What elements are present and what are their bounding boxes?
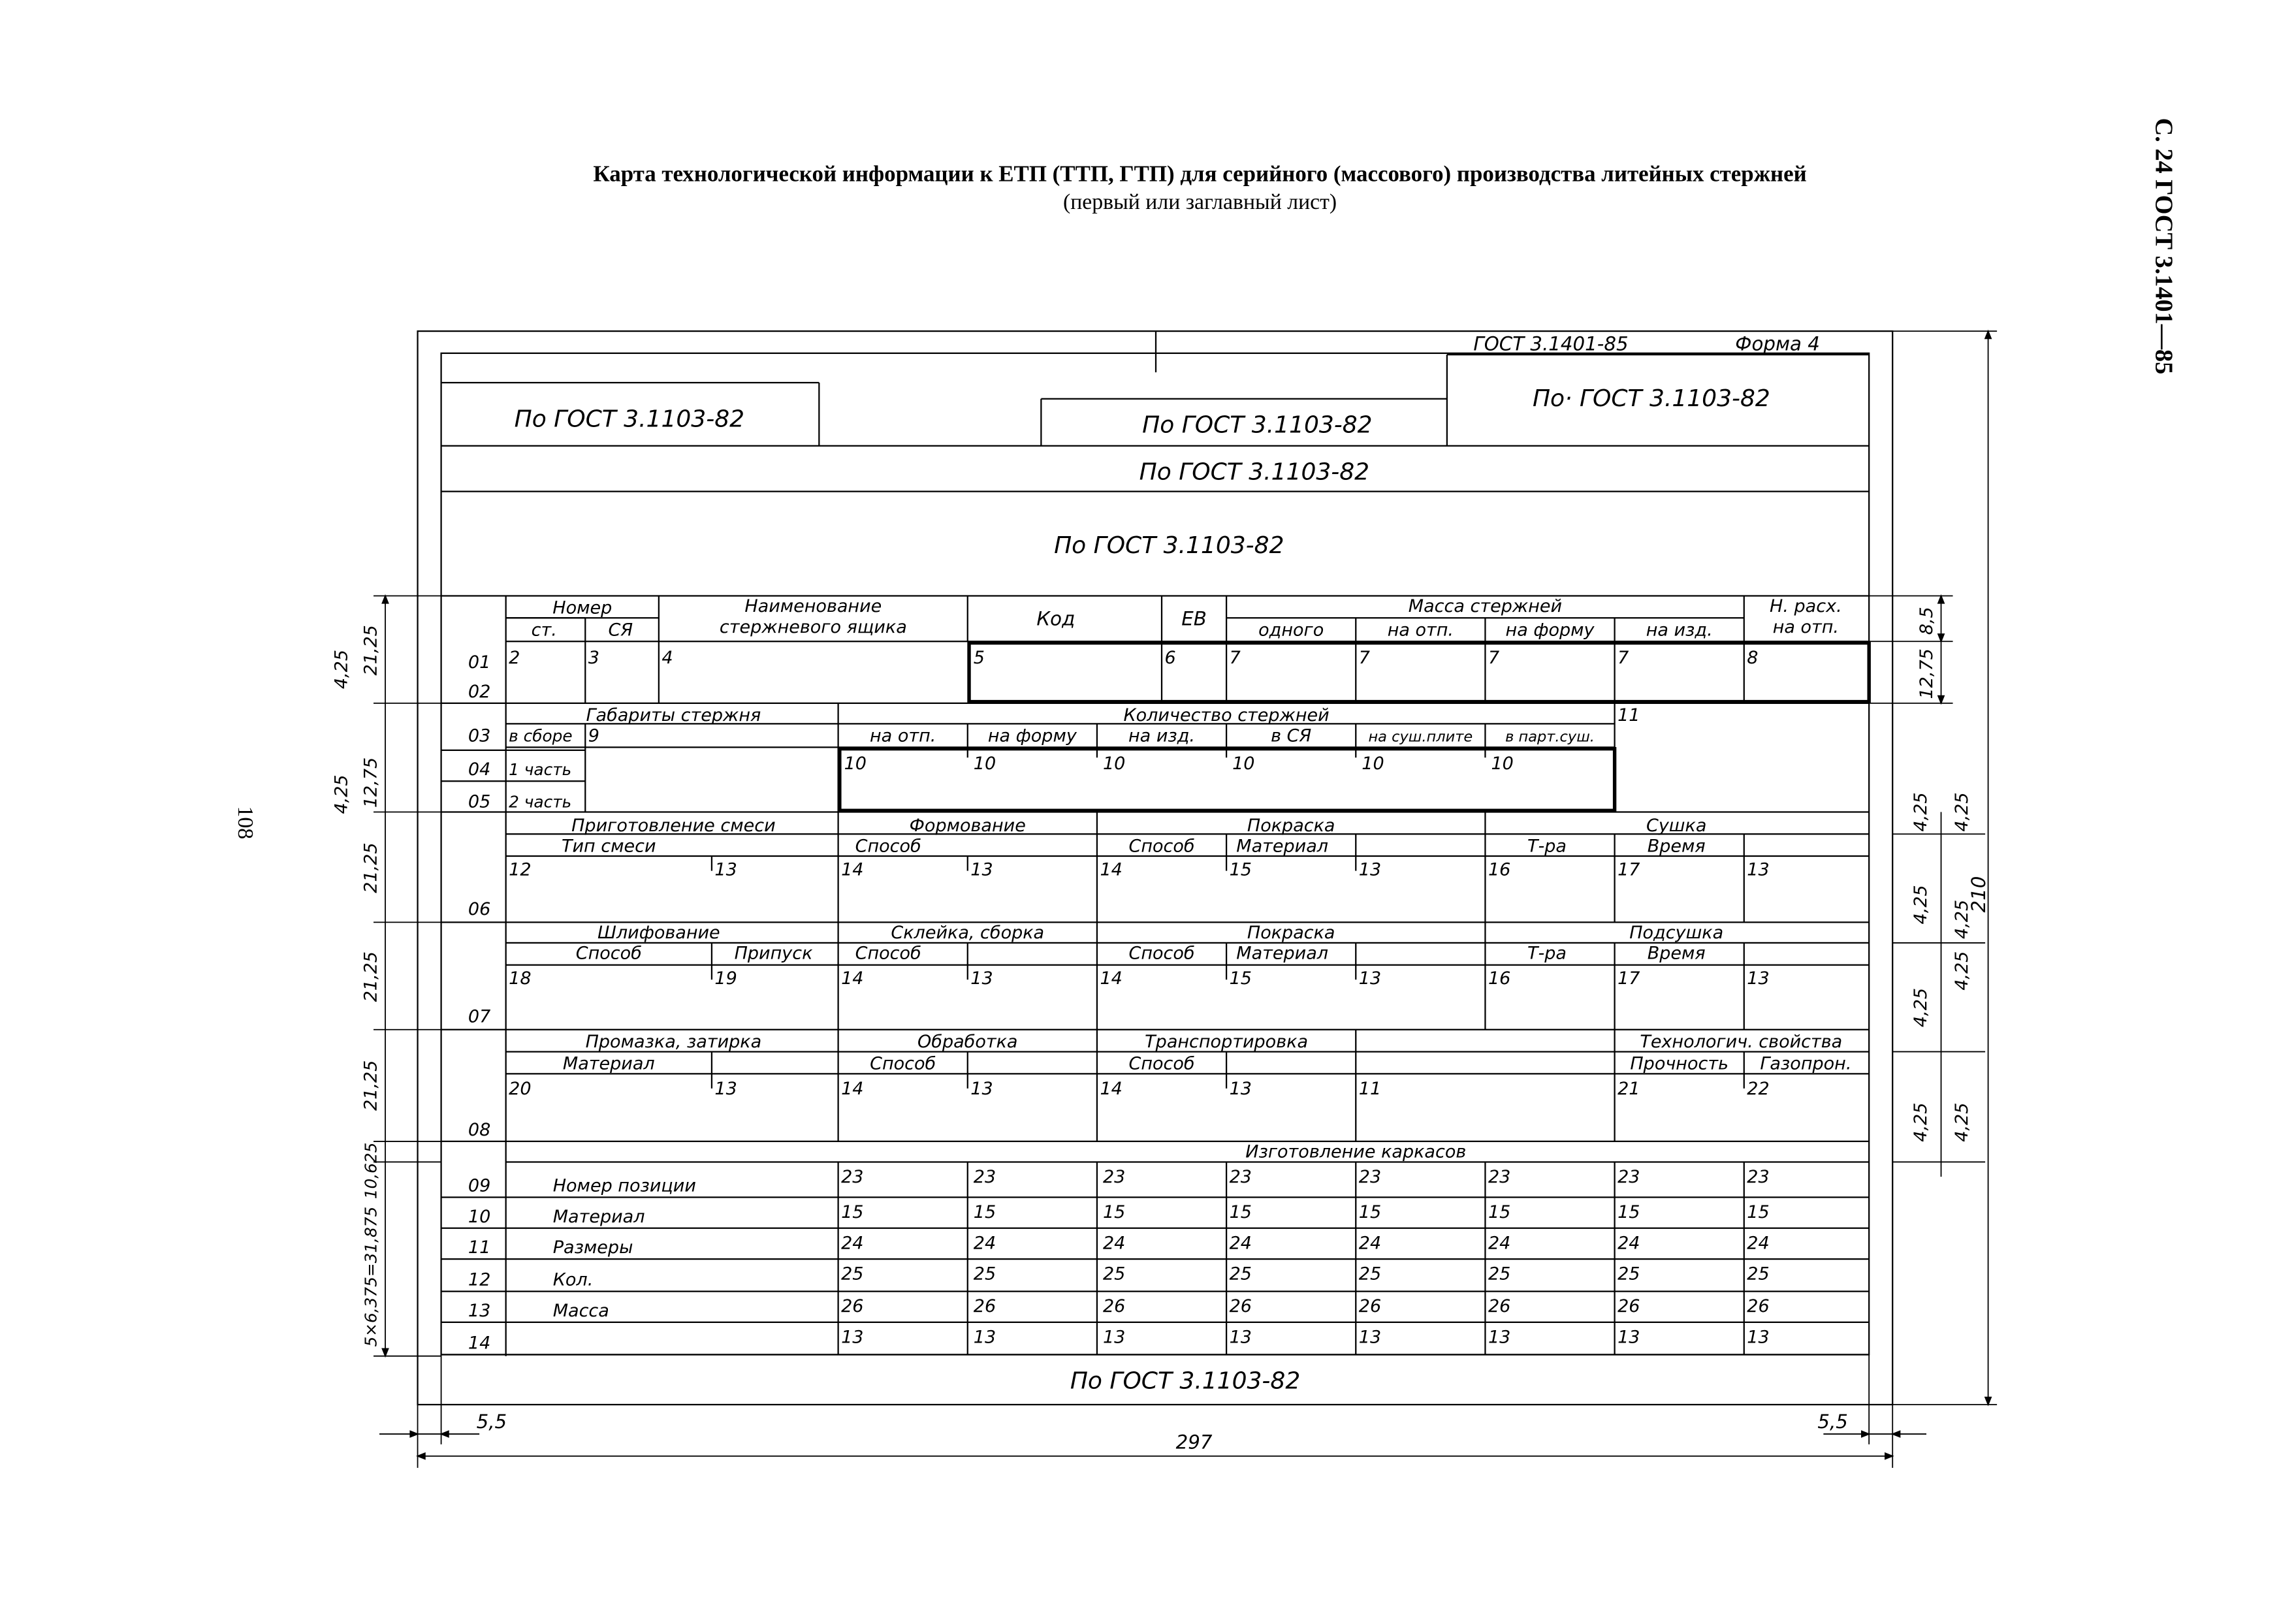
label: на отп.: [870, 725, 936, 746]
row-no-02: 02: [468, 681, 491, 702]
cell-code: 24: [1102, 1233, 1126, 1254]
label-izgot: Изготовление каркасов: [1245, 1141, 1467, 1162]
ref-big: По ГОСТ 3.1103-82: [1054, 532, 1284, 560]
ref-bottom: По ГОСТ 3.1103-82: [1070, 1367, 1301, 1395]
cell-code: 14: [1100, 968, 1123, 989]
cell-code: 15: [1229, 1202, 1252, 1223]
cell-code: 13: [1358, 1327, 1382, 1348]
cell-code: 24: [1358, 1233, 1382, 1254]
dim-425-right: 4,25: [1911, 987, 1932, 1028]
cell-code: 14: [841, 1078, 864, 1099]
row-no: 13: [468, 1300, 491, 1321]
label-sposob: Способ: [870, 1053, 936, 1074]
cell-code: 11: [1617, 705, 1640, 725]
row-label: Номер позиции: [552, 1175, 696, 1196]
label-form: Формование: [909, 815, 1026, 836]
cell-code: 8: [1747, 648, 1759, 669]
ref-box-2: По ГОСТ 3.1103-82: [1142, 411, 1373, 439]
label: в СЯ: [1271, 725, 1312, 746]
cell-code: 19: [714, 968, 737, 989]
row-label: Кол.: [552, 1269, 594, 1290]
label-chast1: 1 часть: [509, 760, 572, 780]
dim-425-left: 4,25: [331, 774, 352, 814]
label-name2: стержневого ящика: [719, 616, 907, 637]
dimension-arrow: [1892, 1431, 1900, 1437]
cell-code: 13: [1229, 1078, 1252, 1099]
cell-code: 25: [1747, 1264, 1770, 1284]
label-ev: ЕВ: [1181, 607, 1207, 630]
cell-code: 23: [1617, 1166, 1640, 1187]
row-no: 14: [468, 1333, 491, 1354]
cell-code: 14: [841, 859, 864, 880]
label-nrash2: на отп.: [1772, 616, 1840, 637]
form-number-label: Форма 4: [1735, 332, 1820, 355]
label-obrabotka: Обработка: [917, 1031, 1018, 1052]
cell-code: 6: [1164, 648, 1176, 669]
cell-code: 15: [1229, 968, 1252, 989]
label-tra: Т-ра: [1527, 943, 1567, 964]
row-no-03: 03: [468, 725, 491, 746]
cell-code: 9: [588, 725, 599, 746]
label-massa: Масса стержней: [1408, 596, 1563, 617]
label-tip: Тип смеси: [562, 836, 656, 857]
label-name: Наименование: [744, 596, 882, 617]
cell-code: 22: [1747, 1078, 1770, 1099]
cell-code: 13: [1747, 968, 1770, 989]
cell-code: 13: [714, 859, 737, 880]
row-no-01: 01: [468, 652, 491, 673]
cell-code: 10: [1491, 754, 1514, 774]
cell-code: 13: [841, 1327, 864, 1348]
row-no-04: 04: [468, 759, 491, 780]
cell-code: 26: [973, 1296, 996, 1317]
cell-code: 7: [1358, 648, 1370, 669]
label-pokraska: Покраска: [1247, 923, 1335, 944]
label-prochnost: Прочность: [1630, 1053, 1729, 1074]
label-st: ст.: [531, 620, 557, 641]
thick-outline: [969, 643, 1869, 702]
dimension-arrow: [383, 596, 389, 603]
cell-code: 21: [1617, 1078, 1640, 1099]
label-skleyka: Склейка, сборка: [891, 923, 1045, 944]
cell-code: 2: [509, 648, 520, 669]
cell-code: 13: [714, 1078, 737, 1099]
cell-code: 26: [1747, 1296, 1770, 1317]
label-material: Материал: [1236, 943, 1329, 964]
label-promazka: Промазка, затирка: [585, 1031, 762, 1052]
label: на суш.плите: [1368, 728, 1473, 746]
row-no: 10: [468, 1206, 491, 1227]
cell-code: 23: [1229, 1166, 1252, 1187]
label-na-izd: на изд.: [1646, 620, 1713, 641]
label-sposob: Способ: [855, 943, 921, 964]
cell-code: 15: [1229, 859, 1252, 880]
dimension-arrow: [410, 1431, 417, 1437]
cell-code: 23: [1102, 1166, 1126, 1187]
cell-code: 5: [973, 648, 985, 669]
cell-code: 4: [661, 648, 673, 669]
cell-code: 26: [1229, 1296, 1252, 1317]
dim-2125: 21,25: [360, 951, 381, 1002]
cell-code: 13: [1358, 859, 1382, 880]
row-no-06: 06: [468, 899, 491, 920]
cell-code: 7: [1488, 648, 1500, 669]
cell-code: 13: [1747, 859, 1770, 880]
label: на изд.: [1128, 725, 1196, 746]
cell-code: 26: [1102, 1296, 1126, 1317]
dim-425-right: 4,25: [1952, 951, 1973, 991]
cell-code: 20: [509, 1078, 532, 1099]
dim-425-right: 4,25: [1911, 792, 1932, 832]
cell-code: 23: [973, 1166, 996, 1187]
cell-code: 13: [970, 968, 993, 989]
label-nrash: Н. расх.: [1770, 596, 1842, 617]
cell-code: 25: [1358, 1264, 1382, 1284]
dimension-arrow: [383, 1348, 389, 1356]
cell-code: 23: [1358, 1166, 1382, 1187]
dim-425-left: 4,25: [331, 649, 352, 690]
row-no: 11: [468, 1237, 491, 1258]
cell-code: 24: [1229, 1233, 1252, 1254]
label-sposob: Способ: [1128, 836, 1195, 857]
row-label: Размеры: [552, 1237, 633, 1258]
cell-code: 15: [1358, 1202, 1382, 1223]
cell-code: 13: [970, 859, 993, 880]
cell-code: 14: [841, 968, 864, 989]
dimension-arrow: [1938, 596, 1944, 603]
label-vremya: Время: [1647, 836, 1706, 857]
page-number: 108: [232, 806, 257, 840]
cell-code: 13: [970, 1078, 993, 1099]
cell-code: 15: [1102, 1202, 1126, 1223]
side-label: С. 24 ГОСТ 3.1401—85: [2150, 118, 2178, 375]
cell-code: 10: [1102, 754, 1126, 774]
dim-297: 297: [1175, 1431, 1213, 1454]
dimension-arrow: [1985, 1397, 1991, 1405]
dim-55-left: 5,5: [476, 1410, 507, 1433]
cell-code: 15: [1617, 1202, 1640, 1223]
label-vremya: Время: [1647, 943, 1706, 964]
dimension-arrow: [1862, 1431, 1869, 1437]
cell-code: 13: [1747, 1327, 1770, 1348]
row-no: 09: [468, 1175, 491, 1196]
ref-row-main: По ГОСТ 3.1103-82: [1139, 458, 1370, 486]
label-sya: СЯ: [608, 620, 633, 641]
cell-code: 25: [1102, 1264, 1126, 1284]
cell-code: 26: [841, 1296, 864, 1317]
cell-code: 3: [588, 648, 599, 669]
cell-code: 16: [1488, 859, 1511, 880]
dim-2125: 21,25: [360, 842, 381, 893]
dim-425-right: 4,25: [1911, 885, 1932, 925]
cell-code: 24: [1617, 1233, 1640, 1254]
label-sposob: Способ: [1128, 1053, 1195, 1074]
cell-code: 26: [1488, 1296, 1511, 1317]
dimension-arrow: [1885, 1453, 1892, 1459]
cell-code: 24: [1488, 1233, 1511, 1254]
cell-code: 25: [841, 1264, 864, 1284]
cell-code: 10: [1232, 754, 1255, 774]
cell-code: 11: [1358, 1078, 1382, 1099]
cell-code: 17: [1617, 968, 1640, 989]
dim-2125: 21,25: [360, 1060, 381, 1111]
dim-55-right: 5,5: [1817, 1410, 1848, 1433]
cell-code: 10: [844, 754, 867, 774]
page-subtitle: (первый или заглавный лист): [1062, 190, 1337, 215]
cell-code: 24: [841, 1233, 864, 1254]
dim-10625: 10,625: [361, 1142, 381, 1200]
cell-code: 10: [1362, 754, 1384, 774]
label-odnogo: одного: [1258, 620, 1324, 641]
label-prig: Приготовление смеси: [571, 815, 776, 836]
label-sposob: Способ: [855, 836, 921, 857]
dimension-arrow: [1985, 331, 1991, 338]
ref-box-1: По ГОСТ 3.1103-82: [514, 406, 745, 433]
dim-425-right: 4,25: [1911, 1102, 1932, 1142]
label-sposob: Способ: [575, 943, 642, 964]
label-chast2: 2 часть: [509, 792, 572, 812]
cell-code: 7: [1229, 648, 1241, 669]
cell-code: 24: [973, 1233, 996, 1254]
cell-code: 23: [841, 1166, 864, 1187]
ref-box-3: По· ГОСТ 3.1103-82: [1532, 385, 1770, 412]
cell-code: 18: [509, 968, 532, 989]
row-label: Масса: [552, 1300, 609, 1321]
dim-425-right: 4,25: [1952, 792, 1973, 832]
dim-2125: 21,25: [360, 625, 381, 676]
label-tehn: Технологич. свойства: [1640, 1031, 1843, 1052]
cell-code: 13: [1488, 1327, 1511, 1348]
label-na-otp: на отп.: [1387, 620, 1454, 641]
dimension-arrow: [418, 1453, 425, 1459]
label-kod: Код: [1036, 607, 1075, 630]
cell-code: 15: [1747, 1202, 1770, 1223]
label-shlif: Шлифование: [597, 923, 720, 944]
label-v-sbore: в сборе: [509, 726, 573, 746]
label-gabarity: Габариты стержня: [586, 705, 761, 725]
cell-code: 14: [1100, 1078, 1123, 1099]
label-pokraska: Покраска: [1247, 815, 1335, 836]
dimension-arrow: [1938, 696, 1944, 703]
page-title: Карта технологической информации к ЕТП (ТТП, ГТП) для серийного (массового) производства литейных стержней: [593, 161, 1807, 187]
cell-code: 14: [1100, 859, 1123, 880]
cell-code: 25: [1488, 1264, 1511, 1284]
label-sushka: Сушка: [1646, 815, 1707, 836]
dim-1275-left: 12,75: [360, 757, 381, 808]
row-label: Материал: [552, 1206, 645, 1227]
row-no: 12: [468, 1269, 491, 1290]
label-nomer: Номер: [552, 597, 613, 618]
cell-code: 23: [1488, 1166, 1511, 1187]
cell-code: 10: [973, 754, 996, 774]
cell-code: 16: [1488, 968, 1511, 989]
cell-code: 17: [1617, 859, 1640, 880]
cell-code: 15: [841, 1202, 864, 1223]
label-kolichestvo: Количество стержней: [1123, 705, 1330, 725]
cell-code: 25: [1229, 1264, 1252, 1284]
cell-code: 13: [1617, 1327, 1640, 1348]
cell-code: 13: [1102, 1327, 1126, 1348]
dim-425-right: 4,25: [1952, 1102, 1973, 1142]
label: в парт.суш.: [1505, 728, 1595, 746]
cell-code: 15: [973, 1202, 996, 1223]
label-gazopron: Газопрон.: [1760, 1053, 1852, 1074]
cell-code: 26: [1358, 1296, 1382, 1317]
dim-210: 210: [1967, 876, 1990, 913]
cell-code: 13: [1229, 1327, 1252, 1348]
cell-code: 15: [1488, 1202, 1511, 1223]
cell-code: 24: [1747, 1233, 1770, 1254]
dimension-arrow: [1938, 634, 1944, 641]
label-pripusk: Припуск: [734, 943, 813, 964]
cell-code: 12: [509, 859, 532, 880]
label: на форму: [987, 725, 1077, 746]
row-no-08: 08: [468, 1119, 491, 1140]
dim-425-right: 4,25: [1952, 899, 1973, 939]
row-no-05: 05: [468, 791, 491, 812]
label-sposob: Способ: [1128, 943, 1195, 964]
cell-code: 25: [1617, 1264, 1640, 1284]
cell-code: 7: [1617, 648, 1629, 669]
label-tra: Т-ра: [1527, 836, 1567, 857]
cell-code: 23: [1747, 1166, 1770, 1187]
dim-85: 8,5: [1917, 607, 1937, 635]
label-material: Материал: [1236, 836, 1329, 857]
label-podsushka: Подсушка: [1629, 923, 1724, 944]
dim-5x: 5×6,375=31,875: [361, 1206, 381, 1347]
dimension-arrow: [441, 1431, 449, 1437]
label-transp: Транспортировка: [1145, 1031, 1309, 1052]
dim-1275: 12,75: [1917, 648, 1937, 699]
cell-code: 13: [1358, 968, 1382, 989]
label-na-formu: на форму: [1505, 620, 1595, 641]
cell-code: 13: [973, 1327, 996, 1348]
label-material: Материал: [562, 1053, 655, 1074]
standard-label: ГОСТ 3.1401-85: [1473, 332, 1629, 355]
cell-code: 26: [1617, 1296, 1640, 1317]
cell-code: 25: [973, 1264, 996, 1284]
row-no-07: 07: [468, 1006, 491, 1027]
